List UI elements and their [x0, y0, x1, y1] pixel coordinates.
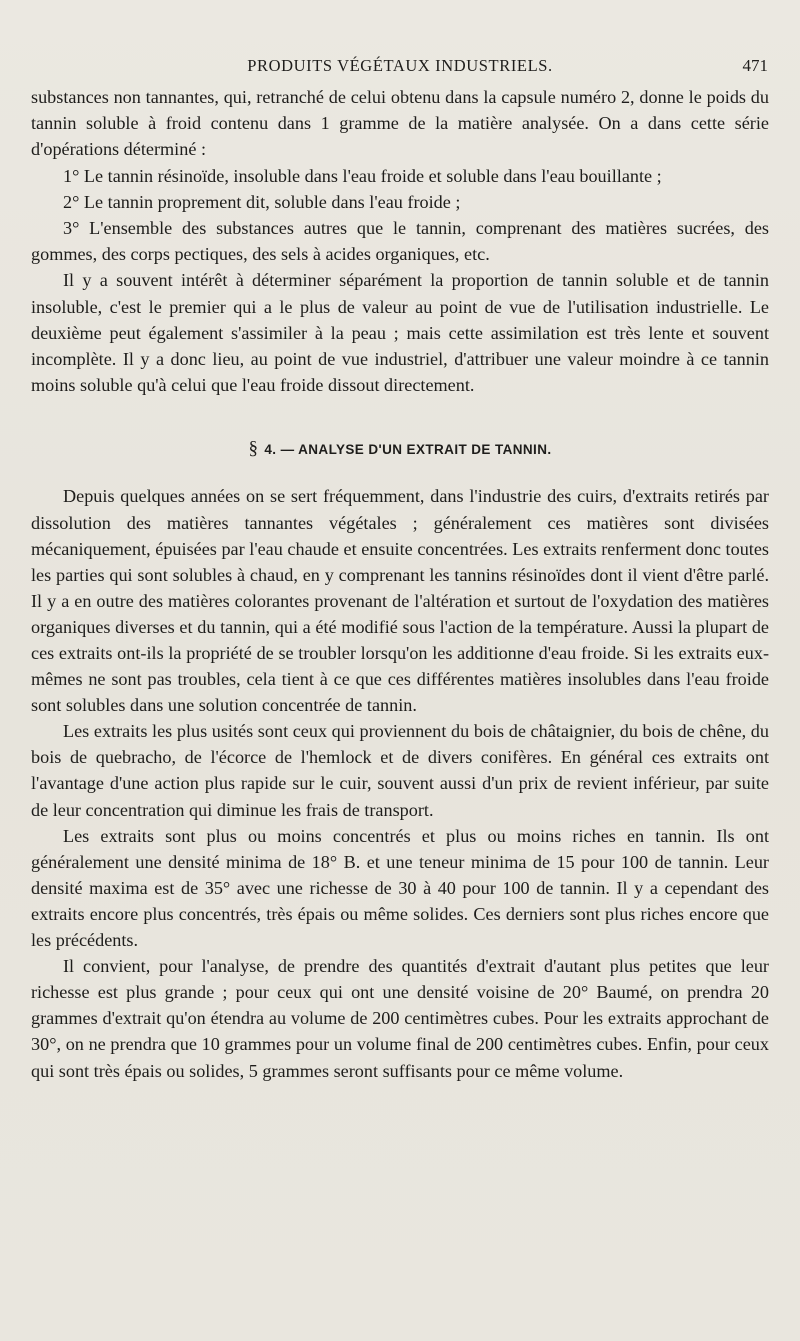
section-heading: [31, 438, 769, 461]
list-item-tannin-resinoide: 1° Le tannin résinoïde, insoluble dans l'eau froide et soluble dans l'eau bouillante ;: [63, 165, 662, 186]
paragraph: Il y a souvent intérêt à déterminer séparément la proportion de tannin soluble et de tannin insoluble, c'est le premier qui a le plus de valeur au point de vue de l'utilisation industrielle. Le deuxième peut également s'assimiler à la peau ; mais cette assimilation est très lente et souvent incomplète. Il y a donc lieu, au point de vue industriel, d'attribuer une valeur moindre à ce tannin moins soluble qu'à celui que l'eau froide dissout directement.: [31, 270, 769, 396]
running-title: PRODUITS VÉGÉTAUX INDUSTRIELS.: [247, 56, 553, 75]
page-number: 471: [742, 56, 768, 75]
paragraph: Il convient, pour l'analyse, de prendre des quantités d'extrait d'autant plus petites que leur richesse est plus grande ; pour ceux qui ont une densité voisine de 20° Baumé, on prendra 20 grammes d'extrait qu'on étendra au volume de 200 centimètres cubes. Pour les extraits approchant de 30°, on ne prendra que 10 grammes pour un volume final de 200 centimètres cubes. Enfin, pour ceux qui sont très épais ou solides, 5 grammes seront suffisants pour ce même volume.: [31, 956, 769, 1081]
list-item-substances-autres: 3° L'ensemble des substances autres que le tannin, comprenant des matières sucrées, des gommes, des corps pectiques, des sels à acides organiques, etc.: [31, 218, 769, 265]
paragraph: Depuis quelques années on se sert fréquemment, dans l'industrie des cuirs, d'extraits retirés par dissolution des matières tannantes végétales ; généralement ces matières sont divisées mécaniquement, épuisées par l'eau chaude et ensuite concentrées. Les extraits renferment donc toutes les parties qui sont solubles à chaud, en y comprenant les tannins résinoïdes dont il vient d'être parlé. Il y a en outre des matières colorantes provenant de l'altération et surtout de l'oxydation des matières organiques diverses et du tannin, qui a été modifié sous l'action de la température. Aussi la plupart de ces extraits ont-ils la propriété de se troubler lorsqu'on les additionne d'eau froide. Si les extraits eux-mêmes ne sont pas troubles, cela tient à ce que ces différentes matières insolubles dans l'eau froide sont solubles dans une solution concentrée de tannin.: [31, 486, 769, 716]
section-body: [31, 483, 769, 1083]
list-item-tannin-proprement-dit: 2° Le tannin proprement dit, soluble dans l'eau froide ;: [63, 191, 461, 212]
body-text: [31, 84, 769, 1084]
section-title: 4. — ANALYSE D'UN EXTRAIT DE TANNIN.: [264, 442, 552, 458]
running-header: [0, 52, 800, 78]
paragraph: Les extraits les plus usités sont ceux qui proviennent du bois de châtaignier, du bois de chêne, du bois de quebracho, de l'écorce de l'hemlock et de divers conifères. En général ces extraits ont l'avantage d'une action plus rapide sur le cuir, souvent aussi d'un prix de revient inférieur, par suite de leur concentration qui diminue les frais de transport.: [31, 721, 769, 820]
paragraph-continued: substances non tannantes, qui, retranché de celui obtenu dans la capsule numéro 2, donne le poids du tannin soluble à froid contenu dans 1 gramme de la matière analysée. On a dans cette série d'opérations déterminé :: [31, 87, 769, 160]
paragraph: Les extraits sont plus ou moins concentrés et plus ou moins riches en tannin. Ils ont généralement une densité minima de 18° B. et une teneur minima de 15 pour 100 de tannin. Leur densité maxima est de 35° avec une richesse de 30 à 40 pour 100 de tannin. Il y a cependant des extraits encore plus concentrés, très épais ou même solides. Ces derniers sont plus riches encore que les précédents.: [31, 825, 769, 951]
section-sign: §: [248, 438, 259, 460]
